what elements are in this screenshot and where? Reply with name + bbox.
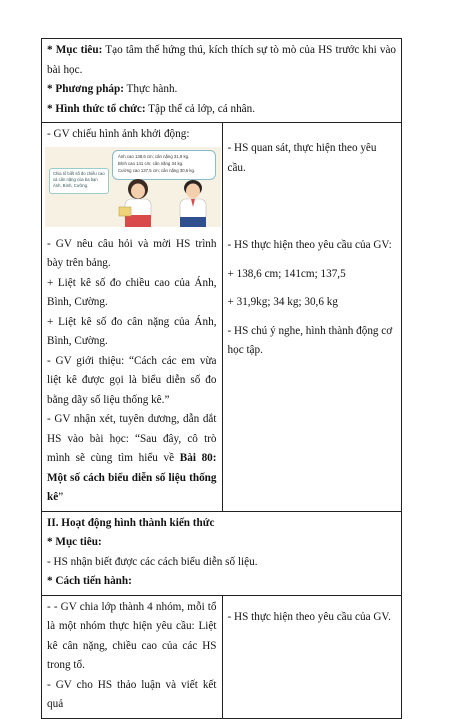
student-step-1: - HS quan sát, thực hiện theo yêu cầu.: [227, 142, 377, 174]
group-teacher-step-1: - - GV chia lớp thành 4 nhóm, mỗi tổ là một nhóm thực hiện yêu cầu: Liệt kê cân nặng, chiều cao của các HS trong tổ.: [47, 600, 217, 671]
intro-row: [42, 39, 402, 123]
teacher-step-5-text: - GV nhận xét, tuyên dương, dẫn dắt HS vào bài học: “Sau đây, cô trò mình sẽ cùng tìm hiểu về: [47, 413, 217, 464]
student-step-5: - HS chú ý nghe, hình thành động cơ học tập.: [227, 324, 393, 356]
lesson-table: [41, 38, 402, 719]
hinh-thuc-label: * Hình thức tổ chức:: [47, 102, 146, 115]
student-step-3: + 138,6 cm; 141cm; 137,5: [227, 267, 346, 280]
muc-tieu-text: Tạo tâm thế hứng thú, kích thích sự tò mò của HS trước khi vào bài học.: [47, 44, 397, 76]
illustration-speech-bubble: [112, 150, 216, 180]
intro-cell: [42, 39, 402, 123]
muc-tieu-label: * Mục tiêu:: [47, 44, 103, 56]
muc-tieu-line: [47, 41, 396, 80]
bubble-line-binh: Bình cao 141 cm; cân nặng 34 kg.: [118, 160, 184, 166]
bubble-line-cuong: Cường cao 137,5 cm; cân nặng 30,6 kg.: [118, 167, 196, 173]
cach-tien-hanh-label: * Cách tiến hành:: [47, 575, 132, 587]
girl-student-illustration: [111, 177, 166, 227]
section-2-muc-tieu-text: - HS nhận biết được các cách biểu diễn số liệu.: [47, 555, 258, 568]
student-step-4: + 31,9kg; 34 kg; 30,6 kg: [227, 296, 338, 308]
group-student-step-1: - HS thực hiện theo yêu cầu của GV.: [227, 610, 391, 623]
teacher-step-3: + Liệt kê số đo cân nặng của Ánh, Bình, Cường.: [47, 315, 217, 347]
phuong-phap-label: * Phương pháp:: [47, 83, 124, 95]
teacher-activity-cell: [42, 123, 223, 512]
lesson-plan-page: [41, 38, 402, 719]
section-2-muc-tieu-label: * Mục tiêu:: [47, 536, 102, 548]
teacher-step-1: - GV nêu câu hỏi và mời HS trình bày trên bảng.: [47, 237, 217, 269]
warmup-illustration: [45, 147, 221, 227]
student-activity-cell: [222, 123, 402, 512]
section-2-row: [42, 511, 402, 595]
khoi-dong-heading: - GV chiếu hình ảnh khởi động:: [47, 128, 190, 140]
section-2-title: II. Hoạt động hình thành kiến thức: [47, 516, 215, 529]
khoi-dong-row: [42, 123, 402, 512]
teacher-step-5-end: ”: [58, 491, 64, 503]
teacher-step-4: - GV giới thiệu: “Cách các em vừa liệt kê được gọi là biểu diễn số đo bằng dãy số liệu thống kê.”: [47, 354, 217, 406]
teacher-step-2: + Liệt kê số đo chiều cao của Ánh, Bình, Cường.: [47, 276, 217, 308]
hinh-thuc-line: [47, 100, 396, 120]
teacher-step-5: [47, 410, 217, 508]
phuong-phap-text: Thực hành.: [123, 83, 178, 95]
group-teacher-cell: [42, 595, 223, 718]
lesson-title: Bài 80: Một số cách biểu diễn số liệu thống kê: [47, 452, 217, 503]
bubble-line-anh: Ánh cao 138,6 cm; cân nặng 31,9 kg.: [118, 153, 190, 159]
boy-student-illustration: [167, 177, 219, 227]
hinh-thuc-text: Tập thể cả lớp, cá nhân.: [145, 102, 256, 115]
group-teacher-step-2: - GV cho HS thảo luận và viết kết quả: [47, 678, 217, 710]
group-student-cell: [222, 595, 402, 718]
student-step-2: - HS thực hiện theo yêu cầu của GV:: [227, 239, 392, 251]
phuong-phap-line: [47, 80, 396, 100]
group-activity-row: [42, 595, 402, 718]
illustration-card: Chia tổ biết số đo chiều cao và cân nặng của ba bạn Ánh, Bình, Cường.: [49, 168, 109, 194]
section-2-cell: [42, 511, 402, 595]
